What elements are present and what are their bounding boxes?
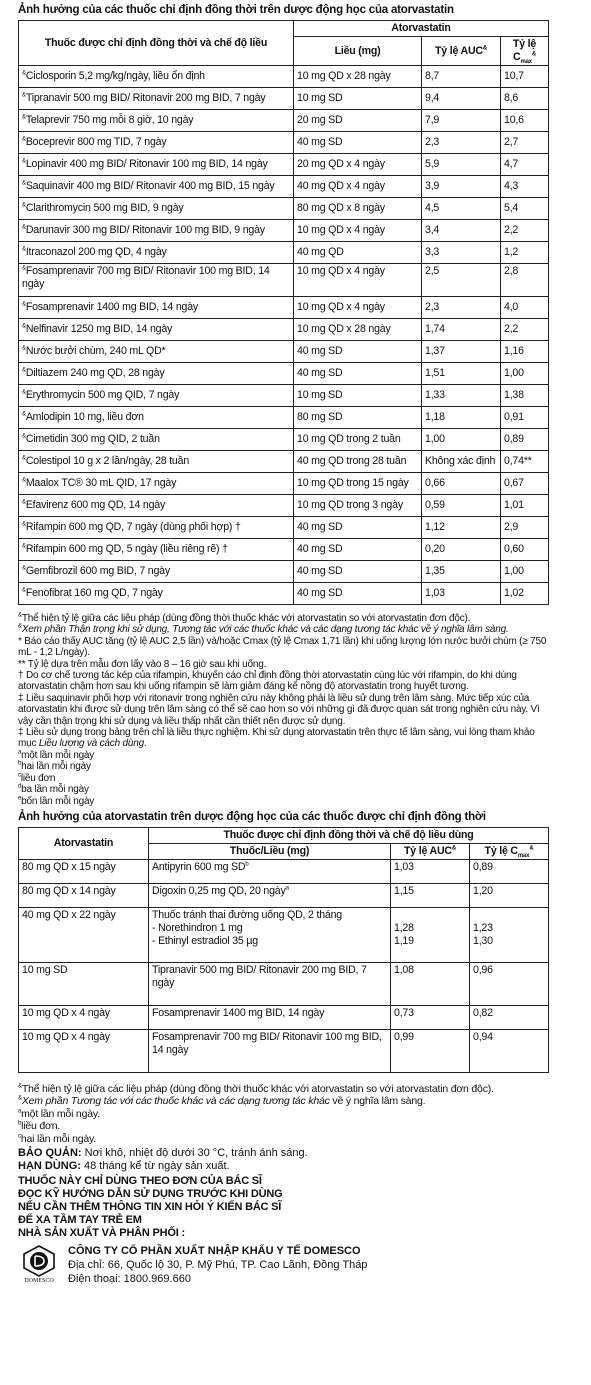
cell-dose: 10 mg QD x 4 ngày (294, 220, 422, 242)
cell-cmax: 1,01 (501, 495, 549, 517)
warning-line: ĐỂ XA TẦM TAY TRẺ EM (18, 1213, 142, 1226)
cell-drug: &Efavirenz 600 mg QD, 14 ngày (19, 495, 294, 517)
cell-drug: &Tipranavir 500 mg BID/ Ritonavir 200 mg BID, 7 ngày (19, 88, 294, 110)
table1-title: Ảnh hưởng của các thuốc chỉ định đồng thời trên dược động học của atorvastatin (18, 4, 454, 16)
cell-auc: 1,74 (422, 319, 501, 341)
footnote: &Xem phần Thận trọng khi sử dụng, Tương tác với các thuốc khác và các dạng tương tác khác về ý nghĩa lâm sàng. (18, 624, 509, 636)
cell-drug: &Saquinavir 400 mg BID/ Ritonavir 400 mg BID, 15 ngày (19, 176, 294, 198)
table-row (19, 1029, 549, 1072)
table-row (19, 539, 549, 561)
table-row (19, 859, 549, 883)
cell-drug: &Fenofibrat 160 mg QD, 7 ngày (19, 583, 294, 605)
table-row (19, 473, 549, 495)
cell-cmax: 0,89 (470, 859, 549, 883)
cell-dose: 10 mg SD (294, 88, 422, 110)
cell-dose: 40 mg SD (294, 561, 422, 583)
cell-drug: Digoxin 0,25 mg QD, 20 ngày$^a$ (149, 883, 391, 907)
table-row (19, 319, 549, 341)
cell-auc: 5,9 (422, 154, 501, 176)
cell-drug: Fosamprenavir 700 mg BID/ Ritonavir 100 mg BID, 14 ngày (149, 1029, 391, 1072)
col-head-cmax-2: Tỷ lệ $C_{max}^{\&}$ (470, 843, 549, 859)
cell-cmax: 4,0 (501, 297, 549, 319)
footnote: ** Tỷ lệ dựa trên mẫu đơn lấy vào 8 – 16 giờ sau khi uống. (18, 658, 267, 670)
footnote: ‡ Liều saquinavir phối hợp với ritonavir trong nghiên cứu này không phải là liều sử dụng trên lâm sàng. Mức tiếp xúc của atorvastatin khi được sử dụng trên lâm sàng có thể sẽ cao hơn so với những gì đã được quan sát trong nghiên cứu này. Vì vậy cần thận trọng khi sử dụng và liều thấp nhất cần thiết nên được sử dụng. (18, 692, 540, 727)
cell-auc: 0,66 (422, 473, 501, 495)
cell-drug: Antipyrin 600 mg $SD^b$ (149, 859, 391, 883)
domesco-logo-icon (21, 1244, 57, 1278)
cell-drug: Fosamprenavir 1400 mg BID, 14 ngày (149, 1005, 391, 1029)
footnote: $^c$hai lần mỗi ngày. (18, 1132, 97, 1145)
table-row (19, 429, 549, 451)
table-row (19, 583, 549, 605)
table-row (19, 110, 549, 132)
cell-auc: 3,9 (422, 176, 501, 198)
cell-auc: 1,51 (422, 363, 501, 385)
cell-cmax: 0,94 (470, 1029, 549, 1072)
cell-dose: 80 mg SD (294, 407, 422, 429)
cell-drug: &Maalox TC® 30 mL QID, 17 ngày (19, 473, 294, 495)
cell-drug: &Fosamprenavir 700 mg BID/ Ritonavir 100 mg BID, 14 ngày (19, 264, 294, 297)
cell-cmax: 1,38 (501, 385, 549, 407)
cell-cmax: 0,74** (501, 451, 549, 473)
footnote: $^b$liều đơn. (18, 1120, 61, 1133)
cell-cmax: 0,89 (501, 429, 549, 451)
table-row (19, 198, 549, 220)
cell-auc: 1,03 (391, 859, 470, 883)
cell-auc: 2,5 (422, 264, 501, 297)
warning-line: ĐỌC KỸ HƯỚNG DẪN SỬ DỤNG TRƯỚC KHI DÙNG (18, 1187, 283, 1200)
cell-cmax: 0,82 (470, 1005, 549, 1029)
cell-cmax: 1,02 (501, 583, 549, 605)
cell-auc: 1,37 (422, 341, 501, 363)
cell-drug: &Rifampin 600 mg QD, 5 ngày (liều riêng rẽ) † (19, 539, 294, 561)
col-head-drug-2: Thuốc/Liều (mg) (149, 843, 391, 859)
expiry-line: HẠN DÙNG: 48 tháng kể từ ngày sản xuất. (18, 1159, 230, 1172)
cell-dose: 10 mg QD x 28 ngày (294, 66, 422, 88)
cell-cmax: 5,4 (501, 198, 549, 220)
cell-auc: 0,20 (422, 539, 501, 561)
cell-cmax: 2,7 (501, 132, 549, 154)
cell-cmax: 1,00 (501, 363, 549, 385)
cell-auc: 2,3 (422, 132, 501, 154)
cell-auc: 1,08 (391, 962, 470, 1005)
table-row (19, 264, 549, 297)
footnote: $^a$một lần mỗi ngày (18, 749, 95, 761)
table1-footnotes (18, 613, 548, 807)
cell-dose: 40 mg QD x 4 ngày (294, 176, 422, 198)
cell-drug: &Nước bưởi chùm, 240 mL QD* (19, 341, 294, 363)
cell-dose: 10 mg QD x 4 ngày (294, 264, 422, 297)
cell-drug: &Darunavir 300 mg BID/ Ritonavir 100 mg BID, 9 ngày (19, 220, 294, 242)
footnote: &Xem phần Tương tác với các thuốc khác và các dạng tương tác khác về ý nghĩa lâm sàng. (18, 1095, 426, 1108)
footnote: $^a$một lần mỗi ngày. (18, 1107, 100, 1120)
table-row (19, 385, 549, 407)
cell-dose: 10 mg QD trong 15 ngày (294, 473, 422, 495)
cell-drug: &Telaprevir 750 mg mỗi 8 giờ, 10 ngày (19, 110, 294, 132)
cell-drug: &Boceprevir 800 mg TID, 7 ngày (19, 132, 294, 154)
cell-drug: &Fosamprenavir 1400 mg BID, 14 ngày (19, 297, 294, 319)
cell-cmax: 0,96 (470, 962, 549, 1005)
col-head-cmax: Tỷ lệ $C_{max}^{\&}$ (501, 37, 549, 66)
company-info (68, 1244, 367, 1286)
cell-auc: 1,15 (391, 883, 470, 907)
cell-cmax: 0,60 (501, 539, 549, 561)
cell-auc: 7,9 (422, 110, 501, 132)
table-row (19, 495, 549, 517)
cell-auc: 3,3 (422, 242, 501, 264)
cell-dose: 40 mg QD trong 28 tuần (294, 451, 422, 473)
col-head-drug: Thuốc được chỉ định đồng thời và chế độ liều (19, 21, 294, 66)
cell-dose: 40 mg SD (294, 539, 422, 561)
table-row (19, 883, 549, 907)
cell-dose: 40 mg SD (294, 583, 422, 605)
table-effects-on-atorvastatin (18, 20, 549, 605)
table-row (19, 451, 549, 473)
cell-drug: &Diltiazem 240 mg QD, 28 ngày (19, 363, 294, 385)
table-row (19, 907, 549, 962)
table-row (19, 561, 549, 583)
cell-auc: 3,4 (422, 220, 501, 242)
warning-line: THUỐC NÀY CHỈ DÙNG THEO ĐƠN CỦA BÁC SĨ (18, 1174, 262, 1187)
cell-cmax: 2,8 (501, 264, 549, 297)
cell-drug: &Ciclosporin 5,2 mg/kg/ngày, liều ổn định (19, 66, 294, 88)
company-logo: DOMESCO (18, 1244, 60, 1284)
footnote: $^b$hai lần mỗi ngày (18, 760, 91, 773)
table-row (19, 517, 549, 539)
cell-drug: &Nelfinavir 1250 mg BID, 14 ngày (19, 319, 294, 341)
warnings-block (18, 1175, 548, 1240)
cell-auc: 1,18 (422, 407, 501, 429)
col-head-group: Thuốc được chỉ định đồng thời và chế độ liều dùng (149, 827, 549, 843)
col-head-atorvastatin-2: Atorvastatin (19, 827, 149, 859)
footnote: &Thể hiện tỷ lệ giữa các liệu pháp (dùng đồng thời thuốc khác với atorvastatin so với atorvastatin đơn độc). (18, 612, 471, 624)
cell-dose: 40 mg SD (294, 341, 422, 363)
footnote: ‡ Liều sử dụng trong bảng trên chỉ là liều thực nghiệm. Khi sử dụng atorvastatin trên thực tế lâm sàng, vui lòng tham khảo mục Liều lượng và cách dùng. (18, 727, 535, 750)
table-row (19, 88, 549, 110)
cell-cmax: 10,6 (501, 110, 549, 132)
company-phone: Điện thoại: 1800.969.660 (68, 1272, 191, 1285)
cell-drug: &Rifampin 600 mg QD, 7 ngày (dùng phối hợp) † (19, 517, 294, 539)
table-atorvastatin-effects (18, 827, 549, 1073)
cell-cmax: 1,23 1,30 (470, 907, 549, 962)
company-address: Địa chỉ: 66, Quốc lộ 30, P. Mỹ Phú, TP. Cao Lãnh, Đồng Tháp (68, 1258, 368, 1271)
cell-drug: &Erythromycin 500 mg QID, 7 ngày (19, 385, 294, 407)
cell-drug: &Cimetidin 300 mg QID, 2 tuần (19, 429, 294, 451)
table-row (19, 66, 549, 88)
cell-auc: 1,12 (422, 517, 501, 539)
table-row (19, 154, 549, 176)
cell-cmax: 1,16 (501, 341, 549, 363)
cell-auc: 0,99 (391, 1029, 470, 1072)
cell-cmax: 2,9 (501, 517, 549, 539)
cell-auc: 1,35 (422, 561, 501, 583)
table-row (19, 297, 549, 319)
cell-cmax: 8,6 (501, 88, 549, 110)
cell-cmax: 0,91 (501, 407, 549, 429)
footnote: * Báo cáo thấy AUC tăng (tỷ lệ AUC 2,5 lần) và/hoặc Cmax (tỷ lệ Cmax 1,71 lần) khi uống lượng lớn nước bưởi chùm (≥ 750 mL - 1,2 L/ngày). (18, 635, 547, 659)
cell-auc: 1,00 (422, 429, 501, 451)
cell-cmax: 2,2 (501, 220, 549, 242)
cell-cmax: 1,2 (501, 242, 549, 264)
cell-auc: 0,73 (391, 1005, 470, 1029)
cell-dose: 20 mg SD (294, 110, 422, 132)
cell-dose: 10 mg QD x 4 ngày (294, 297, 422, 319)
table-row (19, 176, 549, 198)
cell-ator: 80 mg QD x 15 ngày (19, 859, 149, 883)
table-row (19, 407, 549, 429)
cell-dose: 10 mg QD x 28 ngày (294, 319, 422, 341)
cell-dose: 40 mg SD (294, 132, 422, 154)
cell-cmax: 2,2 (501, 319, 549, 341)
cell-drug: &Itraconazol 200 mg QD, 4 ngày (19, 242, 294, 264)
cell-drug: &Amlodipin 10 mg, liều đơn (19, 407, 294, 429)
cell-cmax: 0,67 (501, 473, 549, 495)
cell-cmax: 4,7 (501, 154, 549, 176)
cell-cmax: 1,20 (470, 883, 549, 907)
cell-auc: 1,03 (422, 583, 501, 605)
table-row (19, 220, 549, 242)
cell-dose: 40 mg QD (294, 242, 422, 264)
document-page (18, 0, 548, 1286)
table-row (19, 962, 549, 1005)
footnote: $^d$ba lần mỗi ngày (18, 783, 89, 796)
cell-ator: 10 mg QD x 4 ngày (19, 1005, 149, 1029)
footnote: † Do cơ chế tương tác kép của rifampin, khuyến cáo chỉ định đồng thời atorvastatin cùng lúc với rifampin, do khi dùng atorvastatin chậm hơn sau khi uống rifampin sẽ làm giảm đáng kể nồng độ atorvastatin trong huyết tương. (18, 670, 517, 693)
cell-ator: 10 mg SD (19, 962, 149, 1005)
cell-dose: 10 mg QD trong 2 tuần (294, 429, 422, 451)
table-row (19, 1005, 549, 1029)
footnote: &Thể hiện tỷ lệ giữa các liệu pháp (dùng đồng thời thuốc khác với atorvastatin so với atorvastatin đơn độc). (18, 1082, 494, 1095)
cell-auc: 9,4 (422, 88, 501, 110)
cell-ator: 80 mg QD x 14 ngày (19, 883, 149, 907)
cell-drug: Tipranavir 500 mg BID/ Ritonavir 200 mg BID, 7 ngày (149, 962, 391, 1005)
cell-ator: 10 mg QD x 4 ngày (19, 1029, 149, 1072)
cell-cmax: 1,00 (501, 561, 549, 583)
col-head-auc-2: Tỷ lệ AUC& (391, 843, 470, 859)
cell-drug: &Colestipol 10 g x 2 lần/ngày, 28 tuần (19, 451, 294, 473)
warning-line: NẾU CẦN THÊM THÔNG TIN XIN HỎI Ý KIẾN BÁC SĨ (18, 1200, 282, 1213)
cell-dose: 20 mg QD x 4 ngày (294, 154, 422, 176)
footnote: $^e$bốn lần mỗi ngày (18, 795, 95, 807)
cell-drug: &Clarithromycin 500 mg BID, 9 ngày (19, 198, 294, 220)
cell-dose: 80 mg QD x 8 ngày (294, 198, 422, 220)
table2-footnotes (18, 1083, 548, 1145)
cell-auc: 1,28 1,19 (391, 907, 470, 962)
cell-dose: 10 mg SD (294, 385, 422, 407)
col-head-dose: Liều (mg) (294, 37, 422, 66)
col-head-atorvastatin: Atorvastatin (294, 21, 549, 37)
cell-ator: 40 mg QD x 22 ngày (19, 907, 149, 962)
col-head-auc: Tỷ lệ AUC& (422, 37, 501, 66)
company-name: CÔNG TY CỔ PHẦN XUẤT NHẬP KHẨU Y TẾ DOMESCO (68, 1244, 361, 1257)
cell-auc: 4,5 (422, 198, 501, 220)
cell-dose: 10 mg QD trong 3 ngày (294, 495, 422, 517)
footnote: $^c$liều đơn (18, 772, 56, 784)
cell-auc: Không xác định (422, 451, 501, 473)
cell-dose: 40 mg SD (294, 363, 422, 385)
cell-auc: 8,7 (422, 66, 501, 88)
cell-drug: &Lopinavir 400 mg BID/ Ritonavir 100 mg BID, 14 ngày (19, 154, 294, 176)
cell-auc: 0,59 (422, 495, 501, 517)
cell-drug: Thuốc tránh thai đường uống QD, 2 tháng - Norethindron 1 mg - Ethinyl estradiol 35 µg (149, 907, 391, 962)
warning-line: NHÀ SẢN XUẤT VÀ PHÂN PHỐI : (18, 1226, 185, 1239)
company-block (18, 1244, 548, 1286)
storage-line: BẢO QUẢN: Nơi khô, nhiệt độ dưới 30 °C, tránh ánh sáng. (18, 1146, 308, 1159)
cell-drug: &Gemfibrozil 600 mg BID, 7 ngày (19, 561, 294, 583)
cell-cmax: 4,3 (501, 176, 549, 198)
table2-title: Ảnh hưởng của atorvastatin trên dược động học của các thuốc được chỉ định đồng thời (18, 810, 486, 823)
table-row (19, 132, 549, 154)
cell-auc: 1,33 (422, 385, 501, 407)
table-row (19, 363, 549, 385)
table1-body (19, 66, 549, 605)
table-row (19, 341, 549, 363)
cell-dose: 40 mg SD (294, 517, 422, 539)
table-row (19, 242, 549, 264)
cell-auc: 2,3 (422, 297, 501, 319)
cell-cmax: 10,7 (501, 66, 549, 88)
